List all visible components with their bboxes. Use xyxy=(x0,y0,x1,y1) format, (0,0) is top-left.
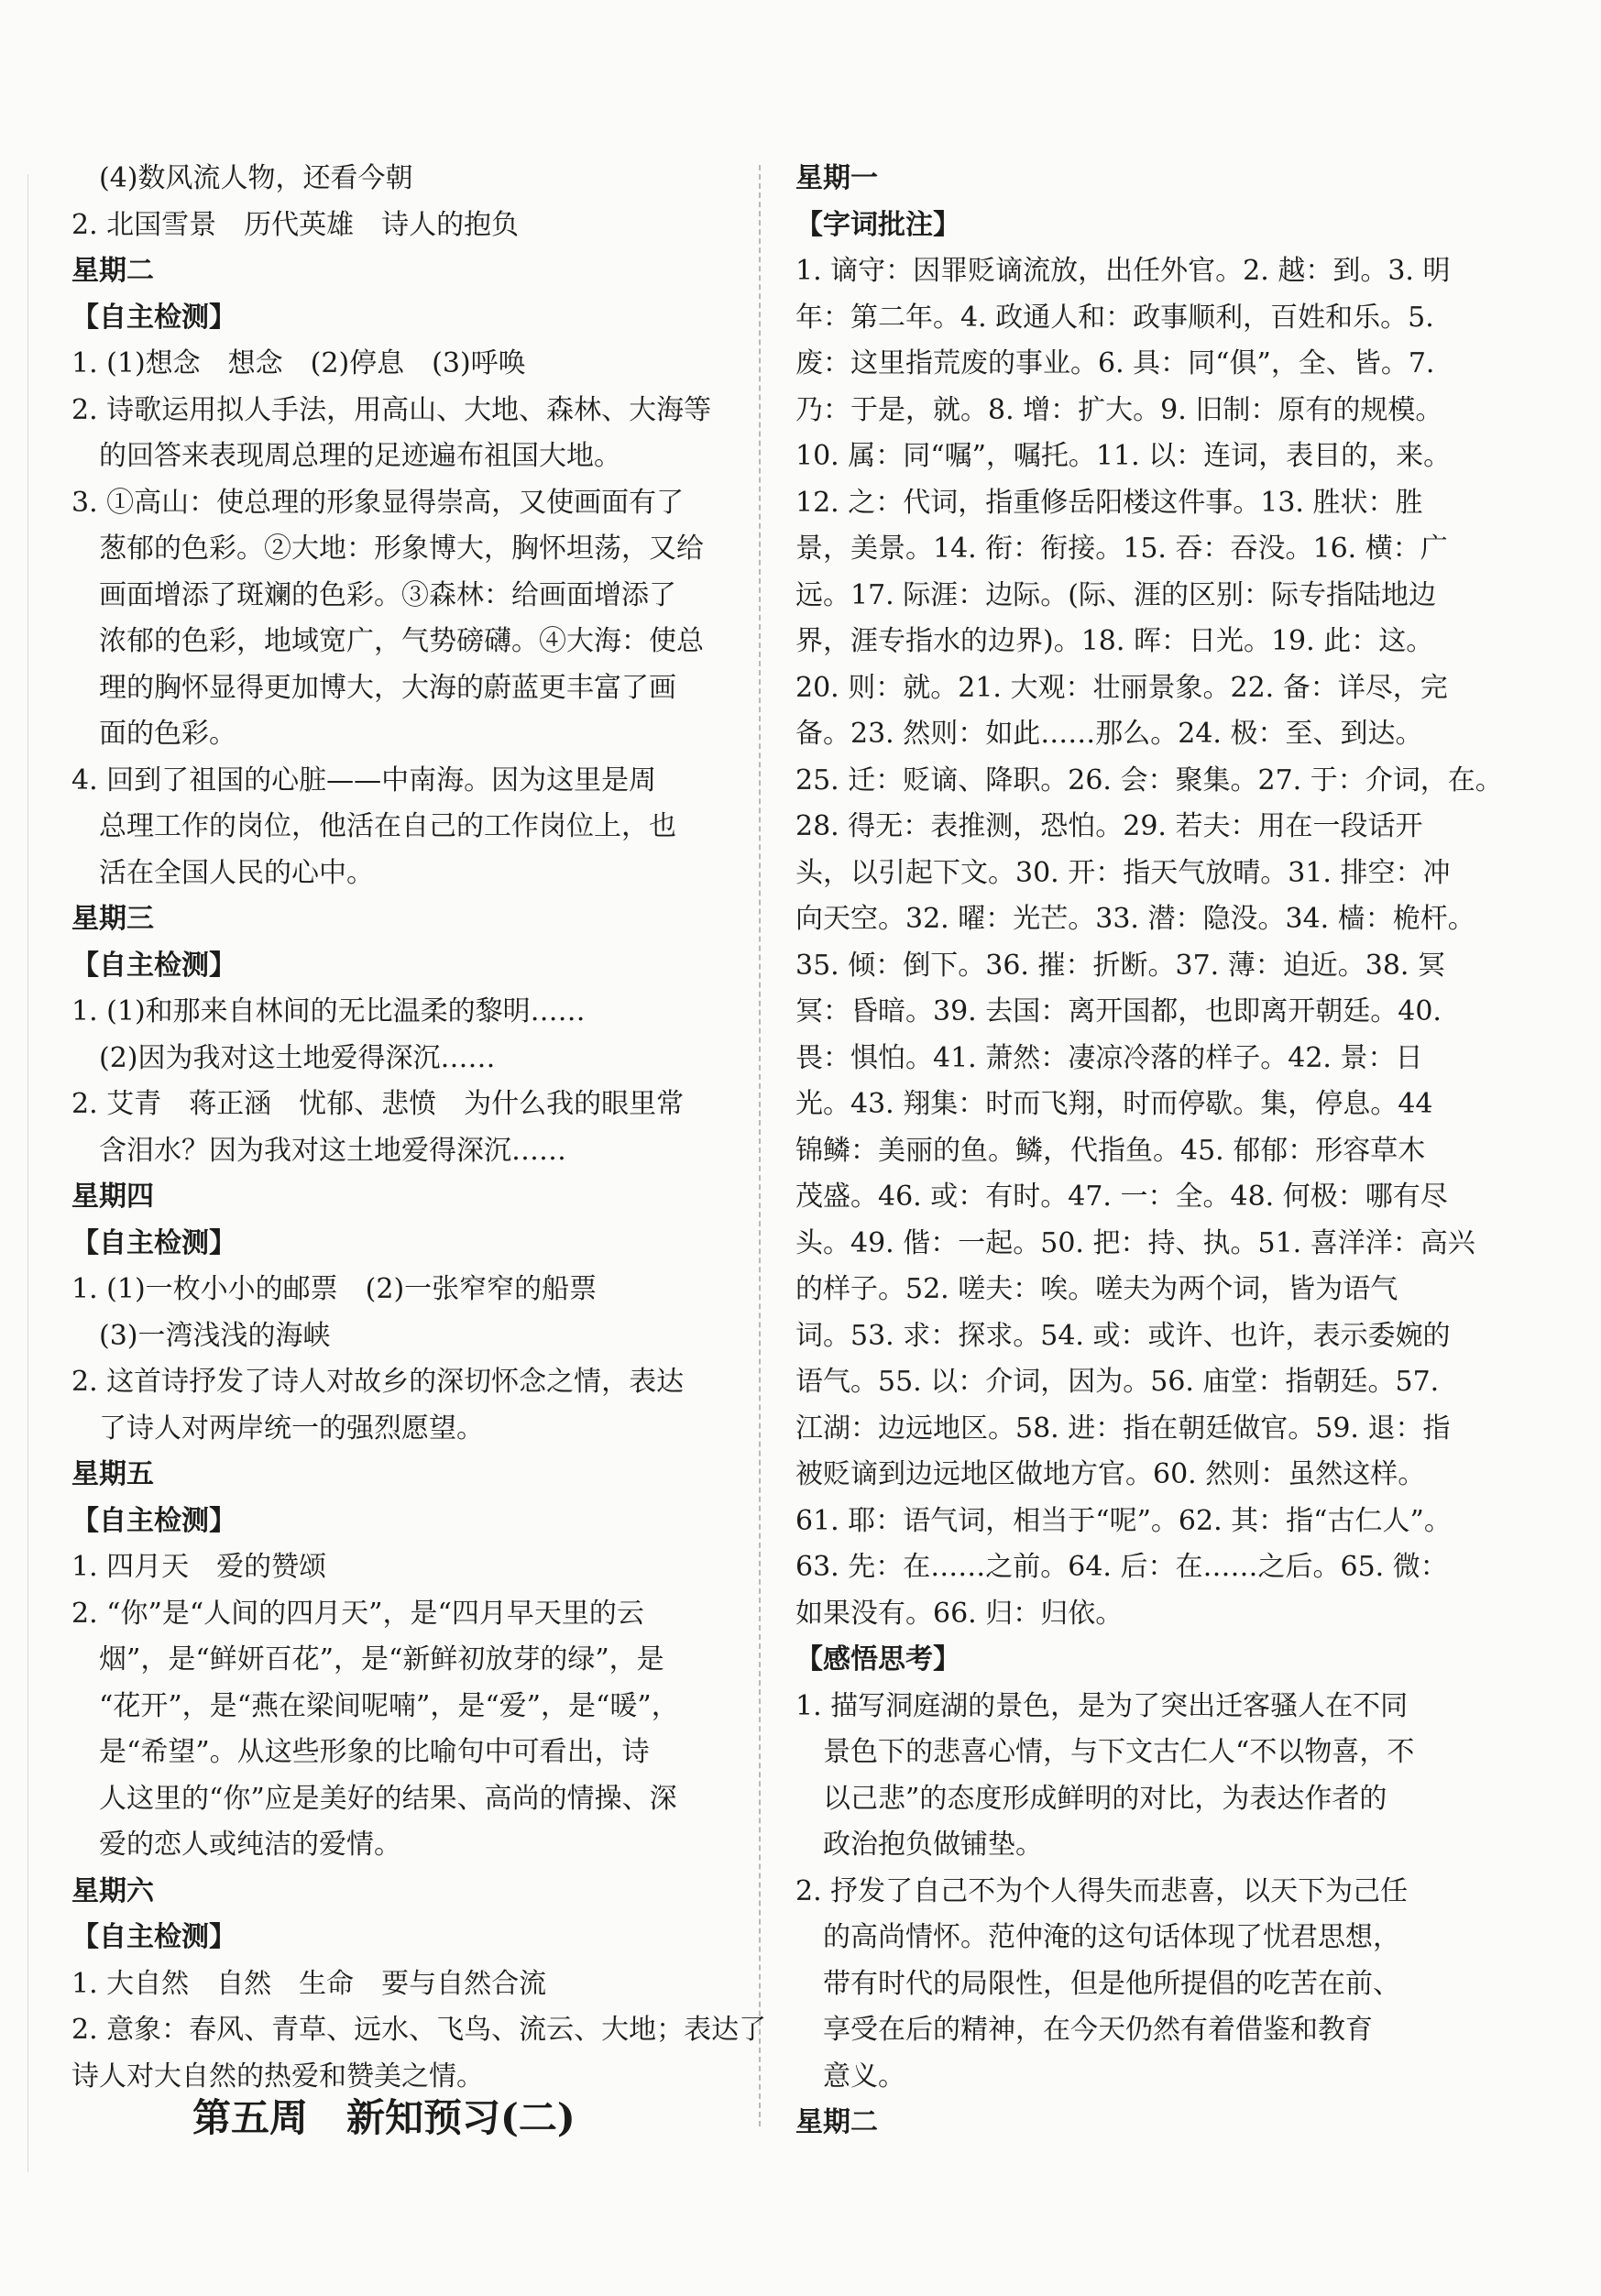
column-divider xyxy=(759,165,761,2126)
left-line: 【自主检测】 xyxy=(71,949,236,982)
left-line: 【自主检测】 xyxy=(71,301,236,334)
left-line: 【自主检测】 xyxy=(71,1921,236,1953)
left-line: 2. 意象：春风、青草、远水、飞鸟、流云、大地；表达了 xyxy=(71,2014,767,2046)
right-line: 的高尚情怀。范仲淹的这句话体现了忧君思想， xyxy=(823,1921,1400,1953)
right-column xyxy=(795,156,1503,2147)
left-line: (2)因为我对这土地爱得深沉…… xyxy=(99,1041,496,1074)
right-line: 头。49. 偕：一起。50. 把：持、执。51. 喜洋洋：高兴 xyxy=(795,1226,1475,1259)
left-line: 画面增添了斑斓的色彩。③森林：给画面增添了 xyxy=(99,578,676,611)
left-line: 浓郁的色彩，地域宽广，气势磅礴。④大海：使总 xyxy=(99,625,704,657)
right-line: 35. 倾：倒下。36. 摧：折断。37. 薄：迫近。38. 冥 xyxy=(795,949,1445,982)
left-line: 星期二 xyxy=(71,255,154,287)
left-line: 星期四 xyxy=(71,1181,154,1213)
left-line: 4. 回到了祖国的心脏——中南海。因为这里是周 xyxy=(71,764,657,796)
right-line: 10. 属：同“嘱”，嘱托。11. 以：连词，表目的，来。 xyxy=(795,440,1452,472)
left-line: 1. (1)想念 想念 (2)停息 (3)呼唤 xyxy=(71,347,526,379)
left-line: 1. (1)和那来自林间的无比温柔的黎明…… xyxy=(71,995,586,1027)
left-line: 1. 大自然 自然 生命 要与自然合流 xyxy=(71,1967,547,2000)
right-line: 江湖：边远地区。58. 进：指在朝廷做官。59. 退：指 xyxy=(795,1412,1451,1445)
left-line: 活在全国人民的心中。 xyxy=(99,856,374,889)
left-line: 含泪水？因为我对这土地爱得深沉…… xyxy=(99,1134,566,1167)
right-line: 如果没有。66. 归：归依。 xyxy=(795,1597,1124,1630)
right-line: 1. 谪守：因罪贬谪流放，出任外官。2. 越：到。3. 明 xyxy=(795,255,1451,287)
left-line: 2. 北国雪景 历代英雄 诗人的抱负 xyxy=(71,208,520,241)
right-line: 语气。55. 以：介词，因为。56. 庙堂：指朝廷。57. xyxy=(795,1366,1440,1398)
left-line: 理的胸怀显得更加博大，大海的蔚蓝更丰富了画 xyxy=(99,671,676,704)
right-line: 带有时代的局限性，但是他所提倡的吃苦在前、 xyxy=(823,1967,1400,2000)
left-line: 星期六 xyxy=(71,1874,154,1907)
right-line: 景，美景。14. 衔：衔接。15. 吞：吞没。16. 横：广 xyxy=(795,533,1448,565)
left-column xyxy=(71,156,767,2100)
right-line: 的样子。52. 嗟夫：唉。嗟夫为两个词，皆为语气 xyxy=(795,1273,1398,1305)
right-line: 星期一 xyxy=(795,162,878,194)
left-line: 2. 艾青 蒋正涵 忧郁、悲愤 为什么我的眼里常 xyxy=(71,1088,685,1120)
right-line: 12. 之：代词，指重修岳阳楼这件事。13. 胜状：胜 xyxy=(795,486,1423,519)
right-line: 被贬谪到边远地区做地方官。60. 然则：虽然这样。 xyxy=(795,1458,1426,1490)
left-line: 烟”，是“鲜妍百花”，是“新鲜初放芽的绿”，是 xyxy=(99,1643,664,1675)
right-line: 星期二 xyxy=(795,2106,878,2138)
right-line: 20. 则：就。21. 大观：壮丽景象。22. 备：详尽，完 xyxy=(795,671,1448,704)
left-line: 总理工作的岗位，他活在自己的工作岗位上，也 xyxy=(99,810,676,842)
right-line: 以己悲”的态度形成鲜明的对比，为表达作者的 xyxy=(823,1782,1387,1815)
right-line: 【感悟思考】 xyxy=(795,1643,960,1675)
left-line: 星期三 xyxy=(71,903,154,935)
left-line: “花开”，是“燕在梁间呢喃”，是“爱”，是“暖”， xyxy=(99,1689,679,1722)
right-line: 头，以引起下文。30. 开：指天气放晴。31. 排空：冲 xyxy=(795,856,1451,889)
right-line: 28. 得无：表推测，恐怕。29. 若夫：用在一段话开 xyxy=(795,810,1423,842)
left-line: 诗人对大自然的热爱和赞美之情。 xyxy=(71,2060,484,2093)
right-line: 1. 描写洞庭湖的景色，是为了突出迁客骚人在不同 xyxy=(795,1689,1409,1722)
right-line: 年：第二年。4. 政通人和：政事顺利，百姓和乐。5. xyxy=(795,301,1434,334)
right-line: 【字词批注】 xyxy=(795,208,960,241)
right-line: 光。43. 翔集：时而飞翔，时而停歇。集，停息。44 xyxy=(795,1088,1433,1120)
left-line: 是“希望”。从这些形象的比喻句中可看出，诗 xyxy=(99,1736,650,1768)
left-line: 人这里的“你”应是美好的结果、高尚的情操、深 xyxy=(99,1782,677,1815)
right-line: 备。23. 然则：如此……那么。24. 极：至、到达。 xyxy=(795,718,1423,750)
left-line: 【自主检测】 xyxy=(71,1226,236,1259)
right-line: 界，涯专指水的边界)。18. 晖：日光。19. 此：这。 xyxy=(795,625,1434,657)
left-line: 葱郁的色彩。②大地：形象博大，胸怀坦荡，又给 xyxy=(99,533,704,565)
right-line: 词。53. 求：探求。54. 或：或许、也许，表示委婉的 xyxy=(795,1319,1451,1352)
right-line: 茂盛。46. 或：有时。47. 一：全。48. 何极：哪有尽 xyxy=(795,1181,1448,1213)
right-line: 向天空。32. 曜：光芒。33. 潜：隐没。34. 樯：桅杆。 xyxy=(795,903,1475,935)
left-line: 的回答来表现周总理的足迹遍布祖国大地。 xyxy=(99,440,621,472)
right-line: 锦鳞：美丽的鱼。鳞，代指鱼。45. 郁郁：形容草木 xyxy=(795,1134,1426,1167)
right-line: 畏：惧怕。41. 萧然：凄凉冷落的样子。42. 景：日 xyxy=(795,1041,1423,1074)
right-line: 61. 耶：语气词，相当于“呢”。62. 其：指“古仁人”。 xyxy=(795,1504,1452,1537)
left-line: 爱的恋人或纯洁的爱情。 xyxy=(99,1829,401,1861)
left-line: 2. “你”是“人间的四月天”，是“四月早天里的云 xyxy=(71,1597,644,1630)
right-line: 政治抱负做铺垫。 xyxy=(823,1829,1043,1861)
left-line: 了诗人对两岸统一的强烈愿望。 xyxy=(99,1412,484,1445)
right-line: 意义。 xyxy=(823,2060,905,2093)
week-five-heading: 第五周 新知预习(二) xyxy=(192,2095,576,2140)
left-line: 面的色彩。 xyxy=(99,718,236,750)
right-line: 25. 迁：贬谪、降职。26. 会：聚集。27. 于：介词，在。 xyxy=(795,764,1503,796)
left-line: 1. (1)一枚小小的邮票 (2)一张窄窄的船票 xyxy=(71,1273,598,1305)
right-line: 景色下的悲喜心情，与下文古仁人“不以物喜，不 xyxy=(823,1736,1415,1768)
left-line: (4)数风流人物，还看今朝 xyxy=(99,162,413,194)
page-edge-line xyxy=(27,174,28,2172)
right-line: 冥：昏暗。39. 去国：离开国都，也即离开朝廷。40. xyxy=(795,995,1442,1027)
left-line: 1. 四月天 爱的赞颂 xyxy=(71,1551,327,1583)
left-line: 星期五 xyxy=(71,1458,154,1490)
right-line: 废：这里指荒废的事业。6. 具：同“俱”，全、皆。7. xyxy=(795,347,1435,379)
left-line: 【自主检测】 xyxy=(71,1504,236,1537)
right-line: 乃：于是，就。8. 增：扩大。9. 旧制：原有的规模。 xyxy=(795,393,1443,426)
right-line: 2. 抒发了自己不为个人得失而悲喜，以天下为己任 xyxy=(795,1874,1409,1907)
right-line: 享受在后的精神，在今天仍然有着借鉴和教育 xyxy=(823,2014,1373,2046)
right-line: 远。17. 际涯：边际。(际、涯的区别：际专指陆地边 xyxy=(795,578,1436,611)
left-line: 3. ①高山：使总理的形象显得崇高，又使画面有了 xyxy=(71,486,685,519)
right-line: 63. 先：在……之前。64. 后：在……之后。65. 微： xyxy=(795,1551,1448,1583)
left-line: 2. 这首诗抒发了诗人对故乡的深切怀念之情，表达 xyxy=(71,1366,685,1398)
left-line: 2. 诗歌运用拟人手法，用高山、大地、森林、大海等 xyxy=(71,393,712,426)
left-line: (3)一湾浅浅的海峡 xyxy=(99,1319,331,1352)
